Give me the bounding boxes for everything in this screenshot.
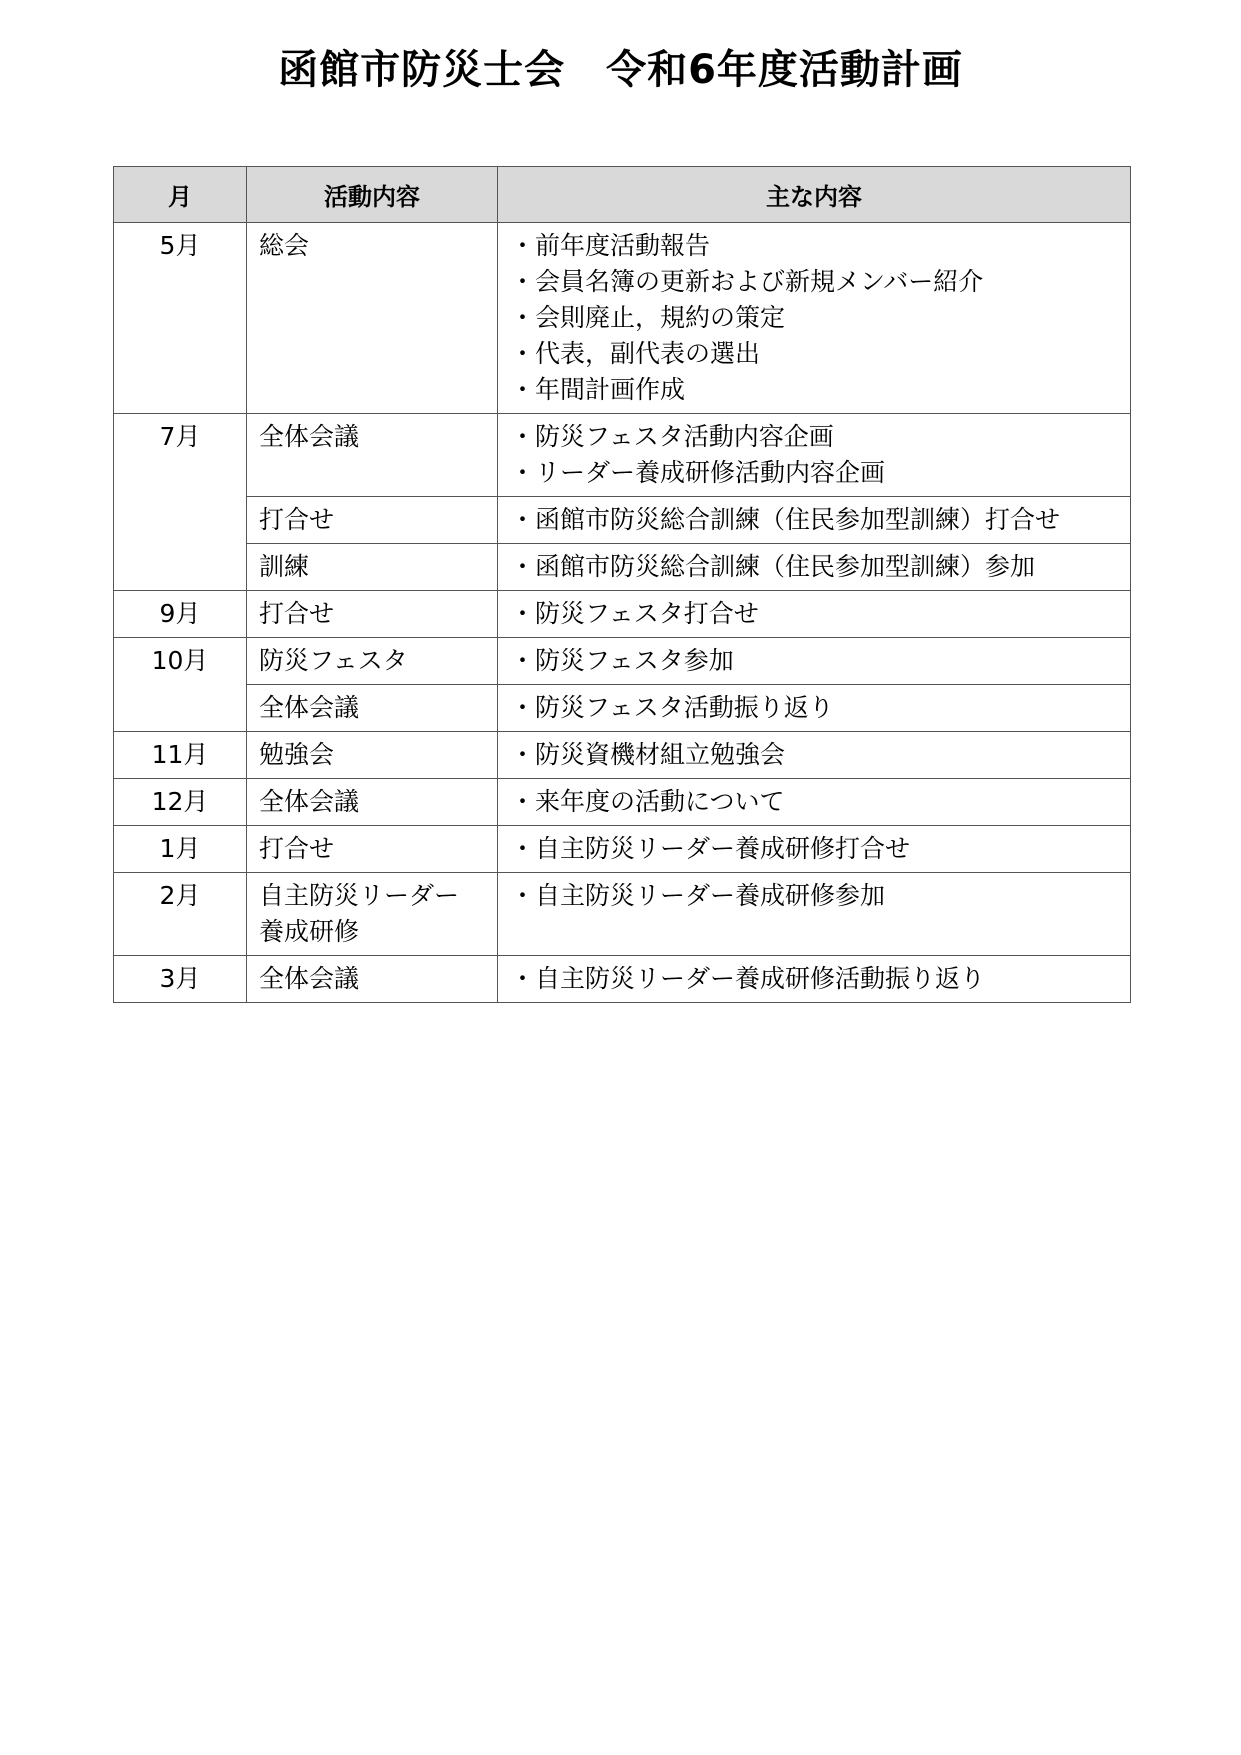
month-cell: 2月 xyxy=(114,873,247,956)
month-cell: 5月 xyxy=(114,223,247,414)
content-cell xyxy=(498,732,1131,779)
content-cell xyxy=(498,497,1131,544)
table-row xyxy=(114,956,1131,1003)
header-month: 月 xyxy=(114,167,247,223)
content-item: ・函館市防災総合訓練（住民参加型訓練）打合せ xyxy=(510,505,1061,534)
header-main-content: 主な内容 xyxy=(498,167,1131,223)
activity-plan-table xyxy=(113,166,1131,1003)
activity-cell: 全体会議 xyxy=(247,779,498,826)
activity-cell: 訓練 xyxy=(247,544,498,591)
activity-cell: 打合せ xyxy=(247,826,498,873)
table-row xyxy=(114,732,1131,779)
activity-cell: 全体会議 xyxy=(247,956,498,1003)
content-item: ・代表，副代表の選出 xyxy=(510,339,761,368)
table-row xyxy=(114,685,1131,732)
content-cell xyxy=(498,826,1131,873)
page-title: 函館市防災士会 令和6年度活動計画 xyxy=(278,47,963,93)
activity-cell: 全体会議 xyxy=(247,685,498,732)
content-item: ・前年度活動報告 xyxy=(510,231,711,260)
month-cell: 9月 xyxy=(114,591,247,638)
content-item: ・年間計画作成 xyxy=(510,375,686,404)
content-item: ・来年度の活動について xyxy=(510,787,785,816)
content-cell xyxy=(498,956,1131,1003)
content-cell xyxy=(498,414,1131,497)
table-row xyxy=(114,638,1131,685)
month-cell: 3月 xyxy=(114,956,247,1003)
activity-line: 養成研修 xyxy=(259,917,360,946)
content-item: ・自主防災リーダー養成研修参加 xyxy=(510,881,886,910)
activity-cell: 全体会議 xyxy=(247,414,498,497)
activity-cell xyxy=(247,873,498,956)
activity-cell: 打合せ xyxy=(247,591,498,638)
content-item: ・防災フェスタ活動振り返り xyxy=(510,693,834,722)
activity-cell: 防災フェスタ xyxy=(247,638,498,685)
table-row xyxy=(114,414,1131,497)
table-header-row xyxy=(114,167,1131,223)
content-cell xyxy=(498,779,1131,826)
content-item: ・防災資機材組立勉強会 xyxy=(510,740,786,769)
activity-cell: 総会 xyxy=(247,223,498,414)
content-item: ・防災フェスタ打合せ xyxy=(510,599,759,628)
activity-cell: 勉強会 xyxy=(247,732,498,779)
content-cell xyxy=(498,873,1131,956)
month-cell: 11月 xyxy=(114,732,247,779)
month-cell: 12月 xyxy=(114,779,247,826)
content-item: ・リーダー養成研修活動内容企画 xyxy=(510,458,886,487)
content-cell xyxy=(498,591,1131,638)
table-row xyxy=(114,223,1131,414)
activity-line: 自主防災リーダー xyxy=(259,881,460,910)
activity-cell: 打合せ xyxy=(247,497,498,544)
table-row xyxy=(114,591,1131,638)
content-item: ・自主防災リーダー養成研修活動振り返り xyxy=(510,964,986,993)
table-row xyxy=(114,544,1131,591)
month-cell: 1月 xyxy=(114,826,247,873)
content-cell xyxy=(498,223,1131,414)
table-row xyxy=(114,497,1131,544)
content-item: ・防災フェスタ活動内容企画 xyxy=(510,422,834,451)
content-item: ・会員名簿の更新および新規メンバー紹介 xyxy=(510,267,984,296)
content-item: ・会則廃止，規約の策定 xyxy=(510,303,786,332)
table-row xyxy=(114,873,1131,956)
content-cell xyxy=(498,638,1131,685)
table-row xyxy=(114,779,1131,826)
content-item: ・防災フェスタ参加 xyxy=(510,646,734,675)
content-item: ・自主防災リーダー養成研修打合せ xyxy=(510,834,911,863)
content-cell xyxy=(498,685,1131,732)
table-row xyxy=(114,826,1131,873)
month-cell: 7月 xyxy=(114,414,247,591)
month-cell: 10月 xyxy=(114,638,247,732)
content-item: ・函館市防災総合訓練（住民参加型訓練）参加 xyxy=(510,552,1036,581)
header-activity: 活動内容 xyxy=(247,167,498,223)
content-cell xyxy=(498,544,1131,591)
